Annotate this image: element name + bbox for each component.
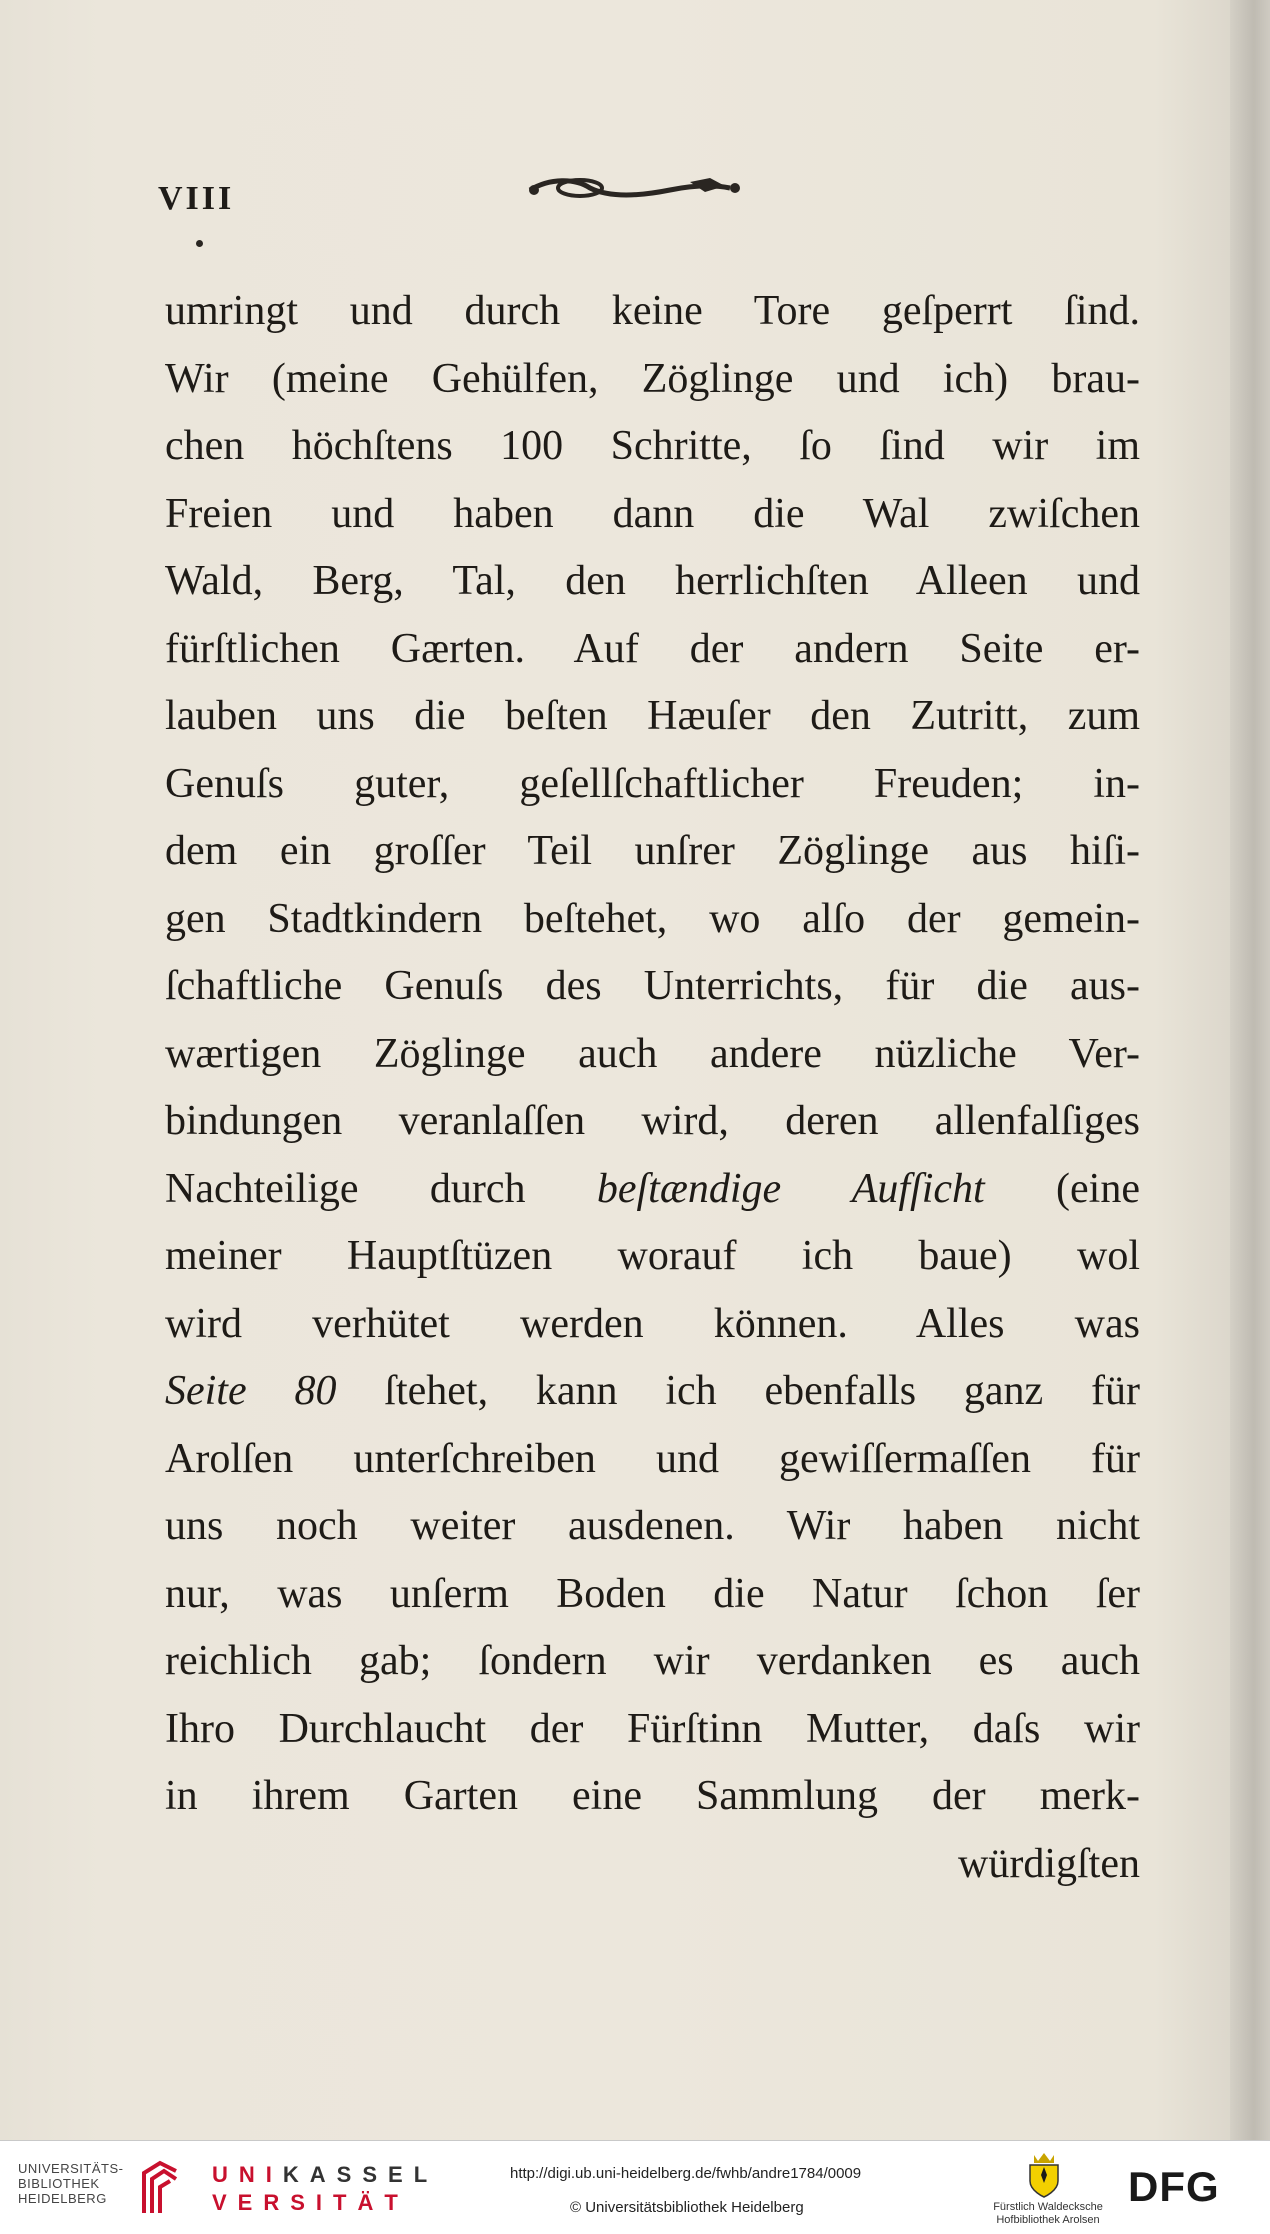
copyright-notice: © Universitätsbibliothek Heidelberg	[570, 2199, 804, 2216]
text-line: Arolſen unterſchreiben und gewiſſermaſſen für	[165, 1435, 1140, 1482]
ink-dot	[196, 240, 203, 247]
text-line: gen Stadtkindern beſtehet, wo alſo der gemein-	[165, 895, 1140, 942]
text-line: umringt und durch keine Tore geſperrt ſind.	[165, 288, 1140, 334]
waldeck-line: Fürstlich Waldecksche	[993, 2201, 1103, 2213]
waldeck-library-logo[interactable]	[978, 2201, 1118, 2227]
text-line: nur, was unſerm Boden die Natur ſchon ſer	[165, 1570, 1140, 1617]
text-line: wærtigen Zöglinge auch andere nüzliche Ver-	[165, 1030, 1140, 1077]
text-line	[165, 1156, 1140, 1224]
kassel-uni: UNI	[212, 2162, 283, 2187]
ub-logo-line: HEIDELBERG	[18, 2191, 107, 2206]
text-line: ſchaftliche Genuſs des Unterrichts, für die aus-	[165, 963, 1140, 1009]
kassel-mark-icon	[140, 2159, 180, 2217]
ornament-icon	[520, 168, 760, 208]
kassel-name: KASSEL	[282, 2162, 439, 2187]
text-segment: (eine	[984, 1165, 1140, 1212]
kassel-versitaet: VERSITÄT	[212, 2190, 409, 2215]
text-line: Wir (meine Gehülfen, Zöglinge und ich) brau-	[165, 355, 1140, 402]
footer-bar	[0, 2140, 1270, 2234]
text-line: meiner Hauptſtüzen worauf ich baue) wol	[165, 1233, 1140, 1279]
text-segment: ſtehet, kann ich ebenfalls ganz für	[336, 1368, 1141, 1414]
text-line: Ihro Durchlaucht der Fürſtinn Mutter, daſs wir	[165, 1705, 1140, 1752]
text-line: Freien und haben dann die Wal zwiſchen	[165, 490, 1140, 537]
text-line: dem ein groſſer Teil unſrer Zöglinge aus hiſi-	[165, 828, 1140, 874]
text-line: Genuſs guter, geſellſchaftlicher Freuden; in-	[165, 760, 1140, 807]
text-line: bindungen veranlaſſen wird, deren allenfalſiges	[165, 1098, 1140, 1144]
source-url[interactable]: http://digi.ub.uni-heidelberg.de/fwhb/andre1784/0009	[510, 2165, 862, 2182]
text-line: uns noch weiter ausdenen. Wir haben nicht	[165, 1503, 1140, 1549]
text-line	[165, 1358, 1140, 1426]
ub-heidelberg-logo[interactable]	[18, 2161, 123, 2206]
waldeck-crest-icon	[1026, 2151, 1062, 2199]
dfg-logo[interactable]: DFG	[1128, 2163, 1220, 2210]
text-line: fürſtlichen Gærten. Auf der andern Seite er-	[165, 625, 1140, 672]
page-edge-shadow	[1230, 0, 1270, 2140]
ub-logo-line: BIBLIOTHEK	[18, 2176, 100, 2191]
uni-kassel-logo[interactable]	[212, 2161, 438, 2217]
text-line: reichlich gab; ſondern wir verdanken es auch	[165, 1638, 1140, 1684]
ub-logo-line: UNIVERSITÄTS-	[18, 2161, 124, 2176]
text-line: lauben uns die beſten Hæuſer den Zutritt, zum	[165, 693, 1140, 739]
catchword: würdigſten	[958, 1840, 1140, 1887]
emphasis-text: beſtændige Aufſicht	[596, 1165, 985, 1212]
page-number: VIII	[158, 180, 235, 217]
text-segment: Nachteilige durch	[165, 1165, 597, 1212]
waldeck-line: Hofbibliothek Arolsen	[996, 2214, 1100, 2226]
emphasis-text: Seite 80	[165, 1368, 337, 1414]
text-line: wird verhütet werden können. Alles was	[165, 1300, 1140, 1347]
text-line: in ihrem Garten eine Sammlung der merk-	[165, 1773, 1140, 1819]
text-line: chen höchſtens 100 Schritte, ſo ſind wir im	[165, 423, 1140, 469]
body-text	[165, 278, 1140, 1898]
text-line: Wald, Berg, Tal, den herrlichſten Alleen und	[165, 558, 1140, 604]
